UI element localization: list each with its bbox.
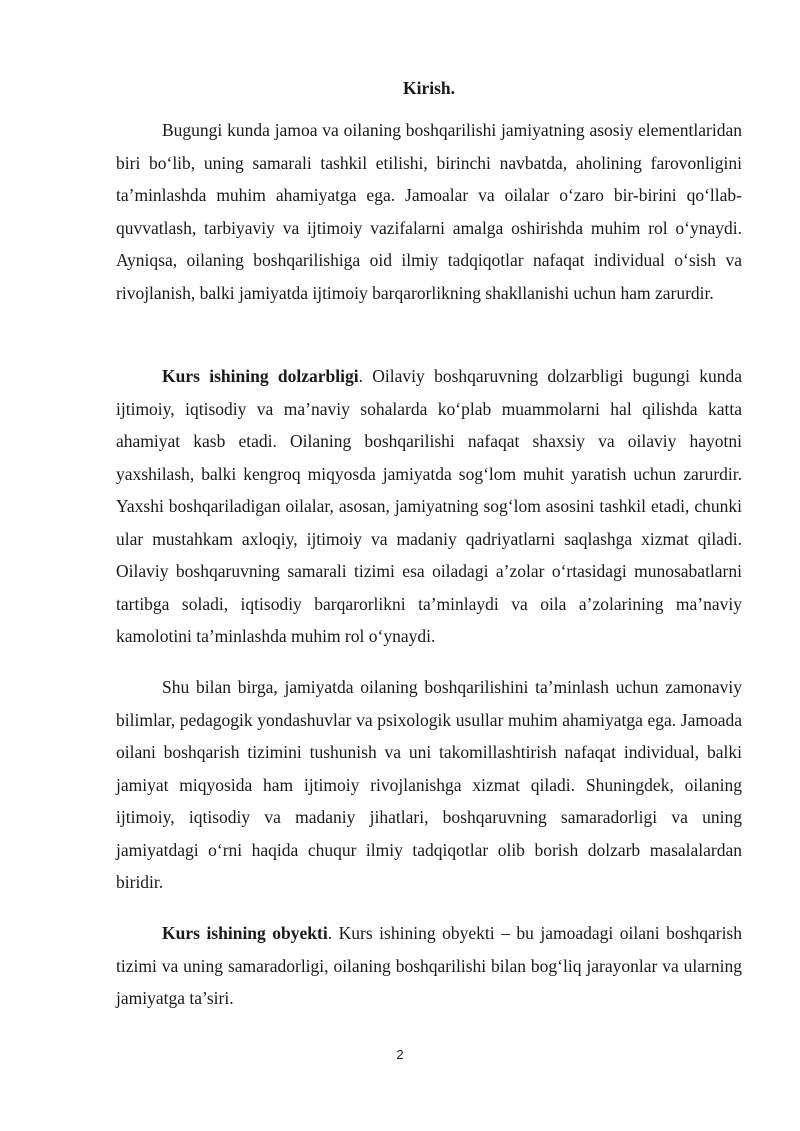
paragraph-text: . Oilaviy boshqaruvning dolzarbligi bugungi kunda ijtimoiy, iqtisodiy va ma’naviy sohalarda ko‘plab muammolarni hal qilishda katta ahamiyat kasb etadi. Oilaning boshqarilishi nafaqat shaxsiy va oilaviy hayotni yaxshilash, balki kengroq miqyosda jamiyatda sog‘lom muhit yaratish uchun zarurdir. Yaxshi boshqariladigan oilalar, asosan, jamiyatning sog‘lom asosini tashkil etadi, chunki ular mustahkam axloqiy, ijtimoiy va madaniy qadriyatlarni saqlashga xizmat qiladi. Oilaviy boshqaruvning samarali tizimi esa oiladagi a’zolar o‘rtasidagi munosabatlarni tartibga soladi, iqtisodiy barqarorlikni ta’minlaydi va oila a’zolarining ma’naviy kamolotini ta’minlashda muhim rol o‘ynaydi. (116, 366, 743, 646)
paragraph-relevance (116, 360, 742, 653)
paragraph-object (116, 917, 742, 1015)
paragraph-lead: Kurs ishining obyekti (162, 923, 328, 943)
paragraph-text: Shu bilan birga, jamiyatda oilaning boshqarilishini ta’minlash uchun zamonaviy bilimlar, pedagogik yondashuvlar va psixologik usullar muhim ahamiyatga ega. Jamoada oilani boshqarish tizimini tushunish va uni takomillashtirish nafaqat individual, balki jamiyat miqyosida ham ijtimoiy rivojlanishga xizmat qiladi. Shuningdek, oilaning ijtimoiy, iqtisodiy va madaniy jihatlari, boshqaruvning samaradorligi va uning jamiyatdagi o‘rni haqida chuqur ilmiy tadqiqotlar olib borish dolzarb masalalardan biridir. (116, 677, 742, 892)
paragraph-text: Bugungi kunda jamoa va oilaning boshqarilishi jamiyatning asosiy elementlaridan biri bo‘lib, uning samarali tashkil etilishi, birinchi navbatda, aholining farovonligini ta’minlashda muhim ahamiyatga ega. Jamoalar va oilalar o‘zaro bir-birini qo‘llab-quvvatlash, tarbiyaviy va ijtimoiy vazifalarni amalga oshirishda muhim rol o‘ynaydi. Ayniqsa, oilaning boshqarilishiga oid ilmiy tadqiqotlar nafaqat individual o‘sish va rivojlanish, balki jamiyatda ijtimoiy barqarorlikning shakllanishi uchun ham zarurdir. (116, 120, 742, 303)
paragraph-modern-knowledge (116, 671, 742, 899)
paragraph-lead: Kurs ishining dolzarbligi (162, 366, 359, 386)
paragraph-introduction (116, 114, 742, 309)
paragraph-text: . Kurs ishining obyekti – bu jamoadagi oilani boshqarish tizimi va uning samaradorligi, oilaning boshqarilishi bilan bog‘liq jarayonlar va ularning jamiyatga ta’siri. (116, 923, 742, 1008)
page-title: Kirish. (402, 78, 456, 98)
page-number: 2 (396, 1047, 404, 1062)
